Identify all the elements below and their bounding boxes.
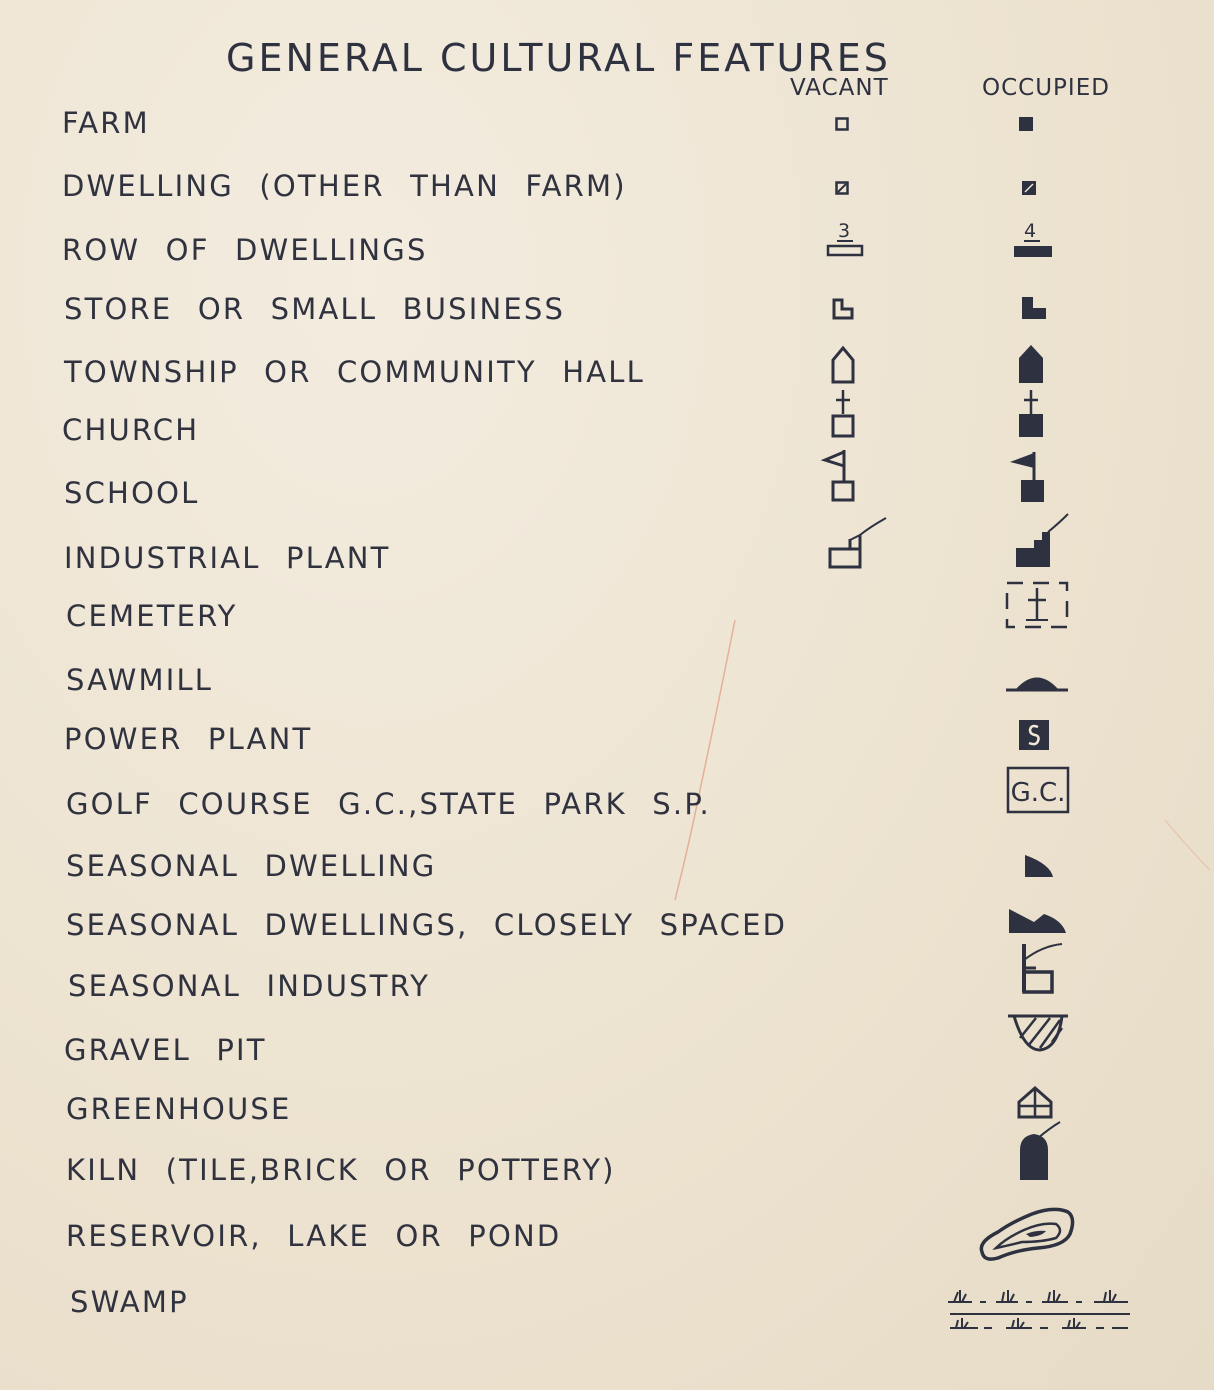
school-vacant-icon (820, 448, 860, 504)
farm-vacant-icon (835, 117, 849, 131)
label-church: CHURCH (62, 413, 200, 447)
swamp-icon (944, 1286, 1136, 1342)
occupied-column-header: OCCUPIED (982, 75, 1110, 101)
cemetery-icon (1004, 580, 1070, 632)
golf-course-icon (1006, 766, 1070, 814)
vacant-column-header: VACANT (790, 75, 889, 101)
store-occupied-icon (1020, 295, 1048, 323)
label-cemetery: CEMETERY (66, 599, 238, 633)
store-vacant-icon (832, 298, 856, 322)
label-seasonal-industry: SEASONAL INDUSTRY (68, 969, 431, 1003)
hall-occupied-icon (1016, 343, 1046, 385)
farm-occupied-icon (1018, 116, 1034, 132)
gravel-pit-icon (1006, 1012, 1070, 1054)
label-township-hall: TOWNSHIP OR COMMUNITY HALL (64, 355, 645, 389)
label-seasonal-dwelling: SEASONAL DWELLING (66, 849, 437, 883)
reservoir-icon (976, 1204, 1078, 1264)
label-kiln: KILN (TILE,BRICK OR POTTERY) (66, 1153, 616, 1187)
label-power-plant: POWER PLANT (64, 722, 313, 756)
kiln-icon (1016, 1120, 1066, 1184)
label-store: STORE OR SMALL BUSINESS (64, 292, 566, 326)
school-occupied-icon (1006, 450, 1046, 506)
label-swamp: SWAMP (70, 1285, 189, 1319)
label-reservoir: RESERVOIR, LAKE OR POND (66, 1219, 562, 1253)
seasonal-dwellings-closely-spaced-icon (1006, 906, 1068, 936)
label-gravel-pit: GRAVEL PIT (64, 1033, 267, 1067)
row-count-vacant: 3 (838, 220, 851, 242)
golf-course-icon-text: G.C. (1010, 778, 1066, 808)
church-occupied-icon (1016, 388, 1046, 440)
dwelling-vacant-icon (835, 181, 849, 195)
label-school: SCHOOL (64, 476, 200, 510)
row-dwellings-occupied-icon (1012, 217, 1056, 261)
hall-vacant-icon (830, 346, 858, 386)
seasonal-dwelling-icon (1022, 852, 1056, 880)
label-farm: FARM (62, 106, 150, 140)
sawmill-icon (1004, 668, 1068, 694)
industrial-occupied-icon (1012, 510, 1072, 570)
row-count-occupied: 4 (1024, 220, 1037, 242)
power-plant-icon (1017, 718, 1051, 752)
dwelling-occupied-icon (1021, 180, 1037, 196)
greenhouse-icon (1016, 1084, 1056, 1120)
label-row-of-dwellings: ROW OF DWELLINGS (62, 233, 428, 267)
label-seasonal-dwellings-closely: SEASONAL DWELLINGS, CLOSELY SPACED (66, 908, 788, 942)
label-dwelling: DWELLING (OTHER THAN FARM) (62, 169, 627, 203)
label-sawmill: SAWMILL (66, 663, 214, 697)
seasonal-industry-icon (1014, 940, 1064, 996)
legend-title: GENERAL CULTURAL FEATURES (226, 36, 891, 80)
label-golf-course: GOLF COURSE G.C.,STATE PARK S.P. (66, 787, 711, 821)
label-industrial-plant: INDUSTRIAL PLANT (64, 541, 391, 575)
church-vacant-icon (830, 388, 858, 440)
label-greenhouse: GREENHOUSE (66, 1092, 292, 1126)
industrial-vacant-icon (826, 513, 888, 571)
row-dwellings-vacant-icon (826, 217, 866, 261)
